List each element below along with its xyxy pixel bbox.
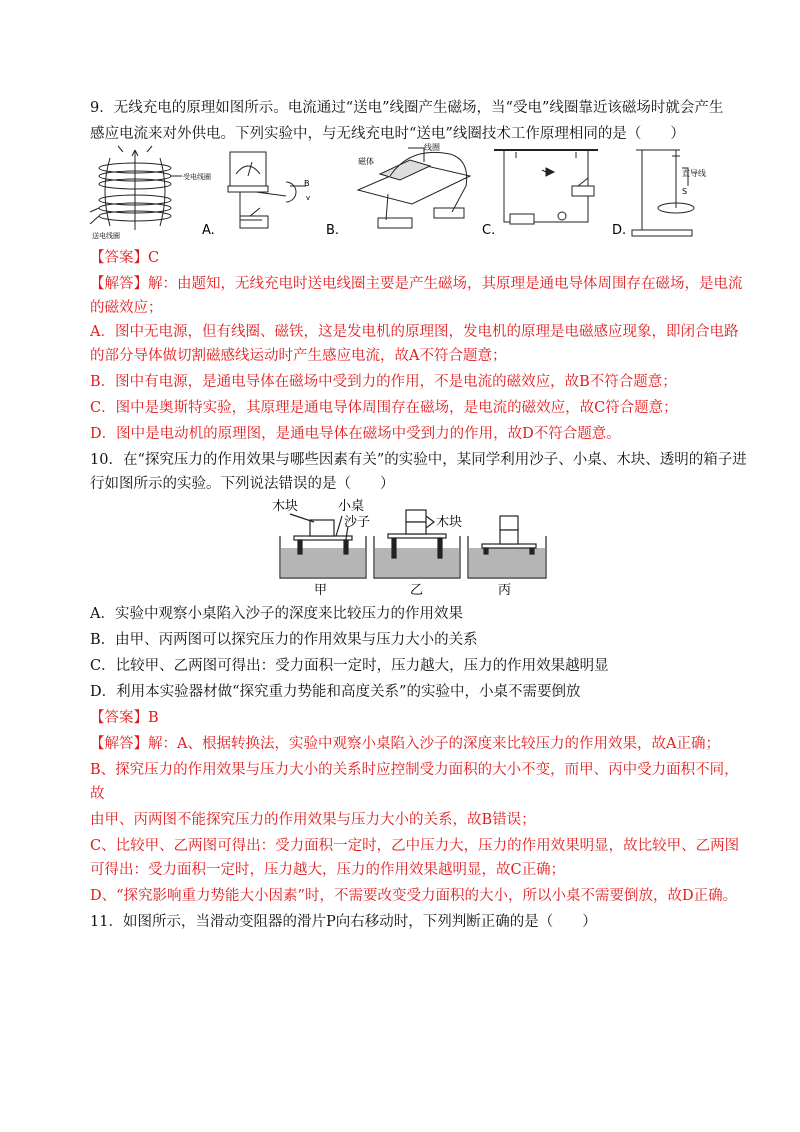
answer-tag: 【答案】: [90, 710, 148, 726]
q9-analysis-d: D．图中是电动机的原理图，是通电导体在磁场中受到力的作用，故D不符合题意。: [90, 426, 621, 442]
option-d-letter: D.: [612, 223, 627, 238]
analysis-tag: 【解答】: [90, 276, 148, 292]
q9-stem-line1: 9．无线充电的原理如图所示。电流通过“送电”线圈产生磁场，当“受电”线圈靠近该磁场时就会产生: [90, 100, 724, 116]
wire-label: 直导线: [682, 169, 706, 178]
analysis-text: 解：由题知，无线充电时送电线圈主要是产生磁场，其原理是通电导体周围存在磁场，是电流: [148, 276, 743, 292]
q10-figure: [270, 496, 550, 596]
q9-analysis-line1: [90, 274, 743, 294]
q9-analysis-c: C．图中是奥斯特实验，其原理是通电导体周围存在磁场，是电流的磁效应，故C符合题意；: [90, 400, 678, 416]
label-yi: 乙: [410, 583, 424, 598]
q10-option-a: A．实验中观察小桌陷入沙子的深度来比较压力的作用效果: [90, 606, 463, 622]
q10-analysis-line7: D、“探究影响重力势能大小因素”时，不需要改变受力面积的大小，所以小桌不需要倒放，故D正确。: [90, 888, 738, 904]
q9-analysis-a2: 的部分导体做切割磁感线运动时产生感应电流，故A不符合题意；: [90, 348, 507, 364]
option-c-letter: C.: [482, 223, 496, 238]
label-sand: 沙子: [344, 515, 371, 530]
q10-option-c: C．比较甲、乙两图可得出：受力面积一定时，压力越大，压力的作用效果越明显: [90, 658, 609, 674]
q10-analysis-line4: 由甲、丙两图不能探究压力的作用效果与压力大小的关系，故B错误；: [90, 812, 536, 828]
b-mark: B: [304, 179, 310, 188]
q10-analysis-line1: [90, 734, 720, 754]
option-c-figure: [494, 150, 598, 224]
analysis-text: 解：A、根据转换法，实验中观察小桌陷入沙子的深度来比较压力的作用效果，故A正确；: [148, 736, 720, 752]
v-mark: v: [306, 194, 311, 202]
option-b-figure: [358, 148, 470, 228]
q10-analysis-line2: B、探究压力的作用效果与压力大小的关系时应控制受力面积的大小不变，而甲、丙中受力面积不同，: [90, 762, 739, 778]
coil-label: 线圈: [424, 143, 440, 152]
answer-value: B: [148, 710, 159, 726]
q9-analysis-a1: A．图中无电源，但有线圈、磁铁，这是发电机的原理图，发电机的原理是电磁感应现象，即闭合电路: [90, 324, 739, 340]
q10-stem-line1: 10．在“探究压力的作用效果与哪些因素有关”的实验中，某同学利用沙子、小桌、木块、透明的箱子进: [90, 452, 747, 468]
option-a-figure: [228, 152, 306, 228]
q9-figures: [90, 143, 706, 242]
label-jia: 甲: [314, 583, 328, 598]
magnet-label: 磁体: [358, 157, 374, 166]
analysis-tag: 【解答】: [90, 736, 148, 752]
label-bing: 丙: [498, 583, 512, 598]
send-coil-label: 送电线圈: [92, 232, 120, 240]
label-wood-block: 木块: [272, 499, 299, 514]
q9-stem-line2: 感应电流来对外供电。下列实验中，与无线充电时“送电”线圈技术工作原理相同的是（ ）: [90, 126, 685, 142]
q11-stem-line1: 11．如图所示，当滑动变阻器的滑片P向右移动时，下列判断正确的是（ ）: [90, 914, 597, 930]
q9-analysis-b: B．图中有电源，是通电导体在磁场中受到力的作用，不是电流的磁效应，故B不符合题意；: [90, 374, 677, 390]
q10-stem-line2: 行如图所示的实验。下列说法错误的是（ ）: [90, 476, 395, 492]
option-b-letter: B.: [326, 223, 340, 238]
label-wood-block-2: 木块: [436, 515, 463, 530]
q10-analysis-line5: C、比较甲、乙两图可得出：受力面积一定时，乙中压力大，压力的作用效果明显，故比较甲、乙两图: [90, 838, 740, 854]
q10-analysis-line6: 可得出：受力面积一定时，压力越大，压力的作用效果越明显，故C正确；: [90, 862, 566, 878]
answer-tag: 【答案】: [90, 250, 148, 266]
q9-answer: [90, 248, 159, 268]
s-pole-label: S: [682, 187, 688, 196]
q10-option-b: B．由甲、丙两图可以探究压力的作用效果与压力大小的关系: [90, 632, 478, 648]
q10-option-d: D．利用本实验器材做“探究重力势能和高度关系”的实验中，小桌不需要倒放: [90, 684, 581, 700]
answer-value: C: [148, 250, 160, 266]
receive-coil-label: 受电线圈: [183, 173, 211, 181]
label-small-table: 小桌: [338, 499, 365, 514]
wireless-coil-figure: [90, 146, 182, 230]
q10-analysis-line3: 故: [90, 786, 105, 802]
q10-answer: [90, 708, 159, 728]
q9-analysis-line2: 的磁效应；: [90, 300, 163, 316]
option-a-letter: A.: [202, 223, 215, 238]
